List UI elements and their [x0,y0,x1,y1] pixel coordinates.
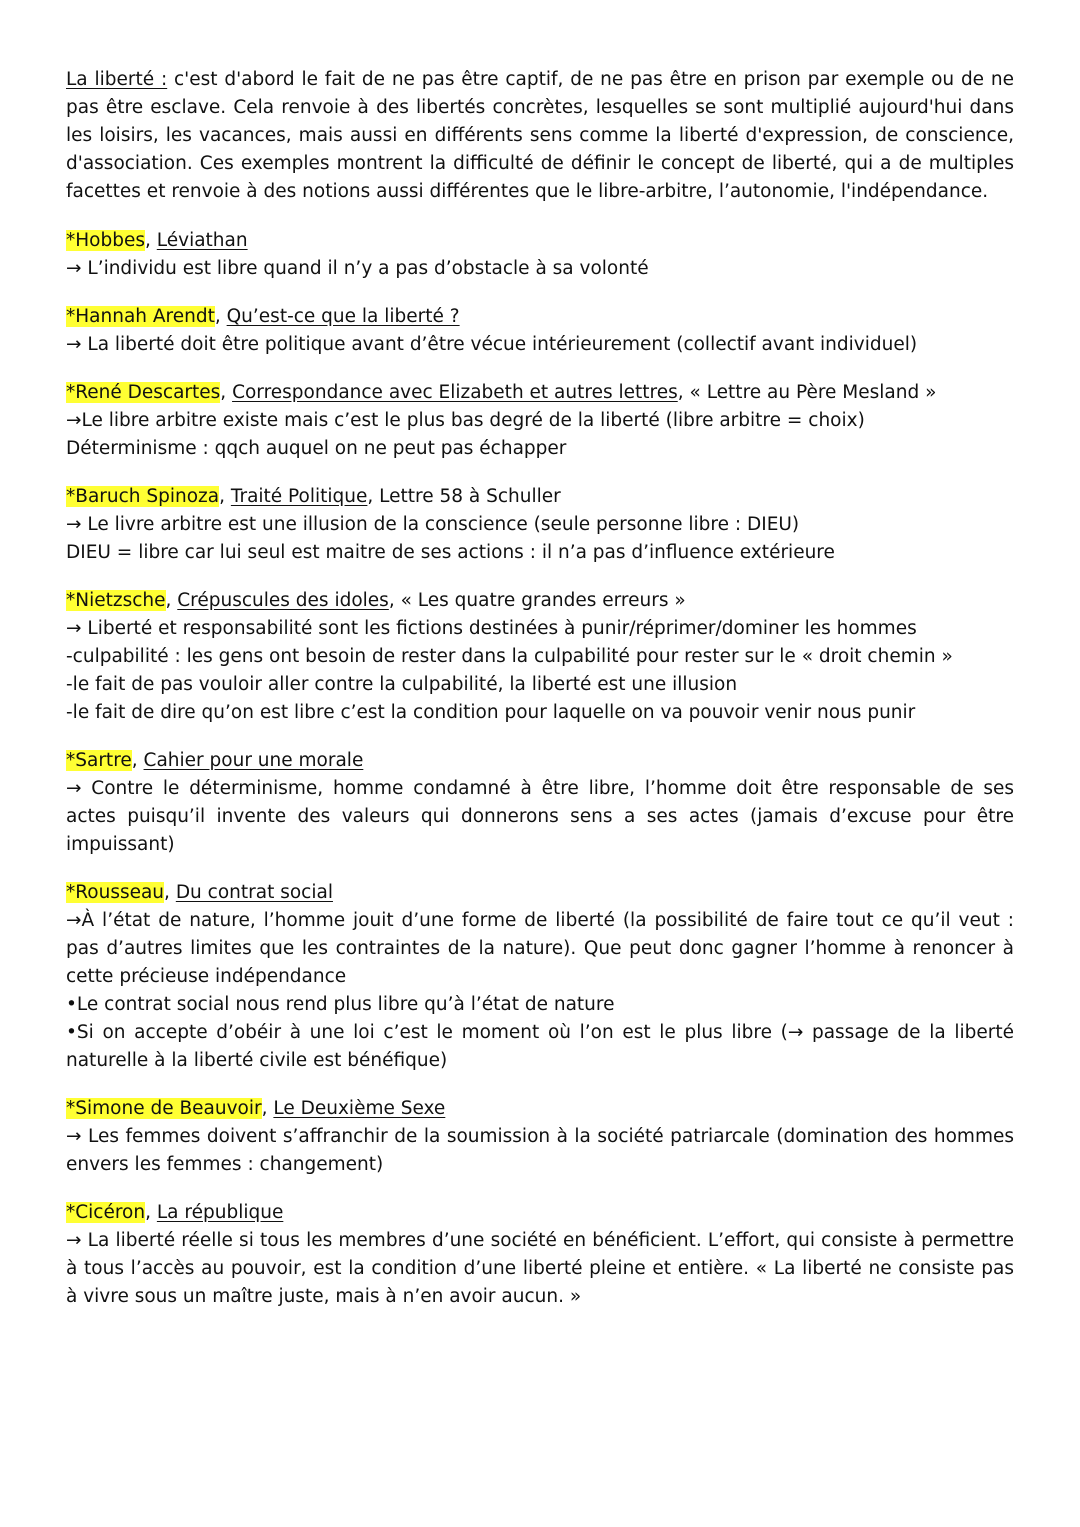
author-name: *Cicéron [66,1202,146,1223]
intro-text: c'est d'abord le fait de ne pas être captif, de ne pas être en prison par exemple ou de ne pas être esclave. Cela renvoie à des libertés concrètes, lesquelles se sont multiplié aujourd'hui dans les loisirs, les vacances, mais aussi en différents sens comme la liberté d'expression, de conscience, d'association. Ces exemples montrent la difficulté de définir le concept de liberté, qui a de multiples facettes et renvoie à des notions aussi différentes que le libre-arbitre, l’autonomie, l'indépendance. [66,69,1014,202]
author-entry-beauvoir [66,1095,1014,1179]
note-line: →À l’état de nature, l’homme jouit d’une forme de liberté (la possibilité de faire tout ce qu’il veut : pas d’autres limites que les contraintes de la nature). Que peut donc gagner l’homme à renoncer à cette précieuse indépendance [66,910,1014,987]
note-line: -le fait de dire qu’on est libre c’est la condition pour laquelle on va pouvoir venir nous punir [66,702,916,723]
note-line: → L’individu est libre quand il n’y a pas d’obstacle à sa volonté [66,258,649,279]
author-heading: *Simone de Beauvoir, Le Deuxième Sexe [66,1098,446,1119]
work-title: Correspondance avec Elizabeth et autres lettres [232,382,678,403]
work-title: Qu’est-ce que la liberté ? [226,306,460,327]
work-title: Crépuscules des idoles [177,590,389,611]
author-entry-nietzsche [66,587,1014,727]
author-name: *Sartre [66,750,132,771]
author-entry-sartre [66,747,1014,859]
author-name: *Hannah Arendt [66,306,215,327]
author-heading: *Rousseau, Du contrat social [66,882,333,903]
note-line: •Si on accepte d’obéir à une loi c’est le moment où l’on est le plus libre (→ passage de la liberté naturelle à la liberté civile est bénéfique) [66,1022,1014,1071]
document-page [66,66,1014,1331]
author-heading: *Baruch Spinoza, Traité Politique, Lettre 58 à Schuller [66,486,561,507]
note-line: -culpabilité : les gens ont besoin de rester dans la culpabilité pour rester sur le « droit chemin » [66,646,953,667]
author-heading: *René Descartes, Correspondance avec Elizabeth et autres lettres, « Lettre au Père Mesland » [66,382,937,403]
author-heading: *Cicéron, La république [66,1202,284,1223]
intro-term: La liberté : [66,69,168,90]
author-entry-rousseau [66,879,1014,1075]
note-line: → Le livre arbitre est une illusion de la conscience (seule personne libre : DIEU) [66,514,800,535]
author-name: *Hobbes [66,230,145,251]
work-title: Du contrat social [175,882,333,903]
author-entry-descartes [66,379,1014,463]
work-extra: , « Les quatre grandes erreurs » [388,590,686,611]
author-heading: *Hannah Arendt, Qu’est-ce que la liberté ? [66,306,460,327]
author-name: *Baruch Spinoza [66,486,220,507]
author-entry-arendt [66,303,1014,359]
work-title: La république [156,1202,284,1223]
author-entry-hobbes [66,227,1014,283]
work-title: Cahier pour une morale [143,750,364,771]
work-title: Le Deuxième Sexe [273,1098,446,1119]
note-line: -le fait de pas vouloir aller contre la culpabilité, la liberté est une illusion [66,674,738,695]
note-line: DIEU = libre car lui seul est maitre de ses actions : il n’a pas d’influence extérieure [66,542,835,563]
intro-paragraph [66,66,1014,206]
author-heading: *Sartre, Cahier pour une morale [66,750,364,771]
author-name: *Simone de Beauvoir [66,1098,262,1119]
work-title: Traité Politique [230,486,368,507]
author-name: *Nietzsche [66,590,166,611]
note-line: → Les femmes doivent s’affranchir de la soumission à la société patriarcale (domination des hommes envers les femmes : changement) [66,1126,1014,1175]
note-line: → Liberté et responsabilité sont les fictions destinées à punir/réprimer/dominer les hommes [66,618,917,639]
author-entry-ciceron [66,1199,1014,1311]
note-line: → La liberté réelle si tous les membres d’une société en bénéficient. L’effort, qui consiste à permettre à tous l’accès au pouvoir, est la condition d’une liberté pleine et entière. « La liberté ne consiste pas à vivre sous un maître juste, mais à n’en avoir aucun. » [66,1230,1014,1307]
note-line: Déterminisme : qqch auquel on ne peut pas échapper [66,438,567,459]
note-line: → La liberté doit être politique avant d’être vécue intérieurement (collectif avant individuel) [66,334,918,355]
work-extra: , « Lettre au Père Mesland » [677,382,937,403]
work-title: Léviathan [156,230,248,251]
author-heading: *Hobbes, Léviathan [66,230,248,251]
author-name: *René Descartes [66,382,221,403]
author-entry-spinoza [66,483,1014,567]
note-line: •Le contrat social nous rend plus libre qu’à l’état de nature [66,994,615,1015]
author-heading: *Nietzsche, Crépuscules des idoles, « Les quatre grandes erreurs » [66,590,686,611]
note-line: → Contre le déterminisme, homme condamné à être libre, l’homme doit être responsable de ses actes puisqu’il invente des valeurs qui donnerons sens a ses actes (jamais d’excuse pour être impuissant) [66,778,1014,855]
work-extra: , Lettre 58 à Schuller [367,486,561,507]
author-name: *Rousseau [66,882,165,903]
note-line: →Le libre arbitre existe mais c’est le plus bas degré de la liberté (libre arbitre = choix) [66,410,865,431]
